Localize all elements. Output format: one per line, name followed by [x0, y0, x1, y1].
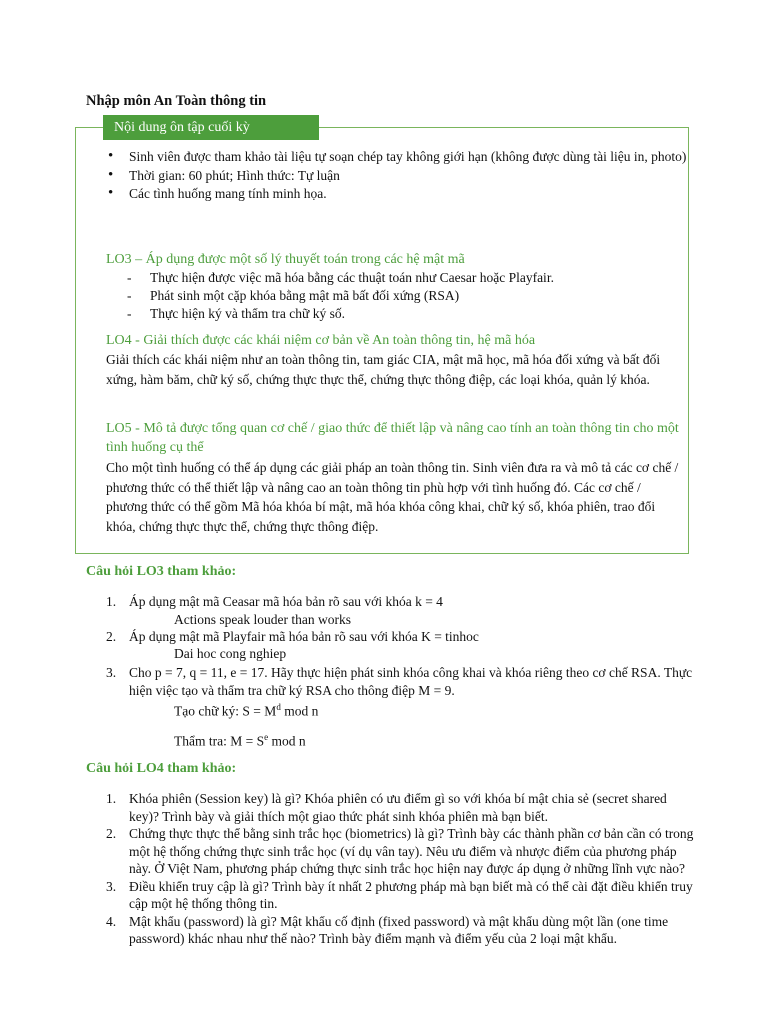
- formula-exponent: e: [264, 732, 269, 742]
- lo3-item: - Thực hiện được việc mã hóa bằng các thuật toán như Caesar hoặc Playfair.: [106, 269, 686, 287]
- question-item: [106, 913, 696, 948]
- bullet-item: • Sinh viên được tham khảo tài liệu tự soạn chép tay không giới hạn (không được dùng tài liệu in, photo): [104, 148, 696, 166]
- lo3-heading: LO3 – Áp dụng được một số lý thuyết toán trong các hệ mật mã: [106, 252, 465, 267]
- question-item: [106, 825, 696, 878]
- lo4-question-list: [106, 790, 696, 948]
- lo3-question-list: [106, 628, 696, 646]
- question-text: Khóa phiên (Session key) là gì? Khóa phiên có ưu điểm gì so với khóa bí mật chia sẻ (secret shared key)? Trình bày và giải thích một giao thức phát sinh khóa phiên mà bạn biết.: [129, 791, 667, 824]
- box-tab-label: Nội dung ôn tập cuối kỳ: [103, 115, 319, 140]
- question-sub-text: Dai hoc cong nghiep: [174, 646, 287, 661]
- lo3-item: - Phát sinh một cặp khóa bằng mật mã bất đối xứng (RSA): [106, 287, 686, 305]
- lo3-item: - Thực hiện ký và thẩm tra chữ ký số.: [106, 305, 686, 323]
- lo4-questions-heading: Câu hỏi LO4 tham khảo:: [86, 761, 237, 776]
- question-number: 3.: [106, 878, 117, 894]
- formula-text: Tạo chữ ký: S = M: [174, 703, 277, 719]
- lo3-question-list: [106, 664, 698, 699]
- formula-exponent: d: [276, 702, 281, 712]
- formula-text: mod n: [280, 703, 319, 719]
- question-item: [106, 878, 696, 913]
- question-item: [106, 628, 696, 646]
- formula-text: Thẩm tra: M = S: [174, 733, 265, 749]
- question-number: 3.: [106, 665, 117, 680]
- bullet-item: • Thời gian: 60 phút; Hình thức: Tự luận: [104, 167, 696, 185]
- verify-formula: [106, 729, 306, 750]
- question-number: 2.: [106, 826, 117, 841]
- question-text: Điều khiển truy cập là gì? Trình bày ít nhất 2 phương pháp mà bạn biết mà có thể cài đặt điều khiển truy cập một hệ thống thông tin.: [129, 878, 693, 911]
- question-item: [106, 790, 696, 825]
- bullet-item: • Các tình huống mang tính minh họa.: [104, 185, 696, 203]
- question-text: Chứng thực thực thể bằng sinh trắc học (biometrics) là gì? Trình bày các thành phần cơ bản cần có trong một hệ thống chứng thực sinh trắc học (ví dụ vân tay). Nêu ưu điểm và nhược điểm của phương pháp này. Ở Việt Nam, phương pháp chứng thực sinh trắc học hiện nay được áp dụng ở những lĩnh vực nào?: [129, 826, 694, 876]
- formula-text: mod n: [268, 733, 306, 749]
- question-text: Áp dụng mật mã Playfair mã hóa bản rõ sau với khóa K = tinhoc: [129, 629, 479, 644]
- signature-formula: [106, 699, 318, 720]
- question-text: Cho p = 7, q = 11, e = 17. Hãy thực hiện phát sinh khóa công khai và khóa riêng theo cơ chế RSA. Thực hiện việc tạo và thẩm tra chữ ký RSA cho thông điệp M = 9.: [129, 665, 693, 698]
- info-bullet-list: [104, 148, 696, 204]
- question-number: 1.: [106, 594, 117, 609]
- question-item: [106, 664, 698, 699]
- question-number: 4.: [106, 913, 117, 929]
- question-sub-text: Actions speak louder than works: [174, 612, 351, 627]
- document-title: Nhập môn An Toàn thông tin: [86, 93, 267, 109]
- question-item: [106, 593, 696, 611]
- lo4-body: Giải thích các khái niệm như an toàn thông tin, tam giác CIA, mật mã học, mã hóa đối xứng và bất đối xứng, hàm băm, chữ ký số, chứng thực thực thể, chứng thực thông điệp, các loại khóa, quản lý khóa.: [106, 352, 661, 387]
- question-number: 1.: [106, 791, 117, 806]
- lo4-heading: LO4 - Giải thích được các khái niệm cơ bản về An toàn thông tin, hệ mã hóa: [106, 333, 536, 348]
- lo3-list: [106, 269, 686, 323]
- lo3-question-list: [106, 593, 696, 611]
- question-text: Mật khẩu (password) là gì? Mật khẩu cố định (fixed password) và mật khẩu dùng một lần (one time password) khác nhau như thế nào? Trình bày điểm mạnh và điểm yếu của 2 loại mật khẩu.: [129, 913, 669, 946]
- question-text: Áp dụng mật mã Ceasar mã hóa bản rõ sau với khóa k = 4: [129, 594, 443, 609]
- question-number: 2.: [106, 629, 117, 644]
- lo5-body: Cho một tình huống có thể áp dụng các giải pháp an toàn thông tin. Sinh viên đưa ra và mô tả các cơ chế / phương thức có thể thiết lập và nâng cao an toàn thông tin phù hợp với tình huống đó. Các cơ chế / phương thức có thể gồm Mã hóa khóa bí mật, mã hóa khóa công khai, chữ ký số, khóa phiên, trao đổi khóa, chứng thực thực thể, chứng thực thông điệp.: [106, 460, 679, 534]
- lo5-heading: LO5 - Mô tả được tổng quan cơ chế / giao thức để thiết lập và nâng cao tính an toàn thông tin cho một tình huống cụ thể: [106, 421, 679, 455]
- lo3-questions-heading: Câu hỏi LO3 tham khảo:: [86, 564, 237, 579]
